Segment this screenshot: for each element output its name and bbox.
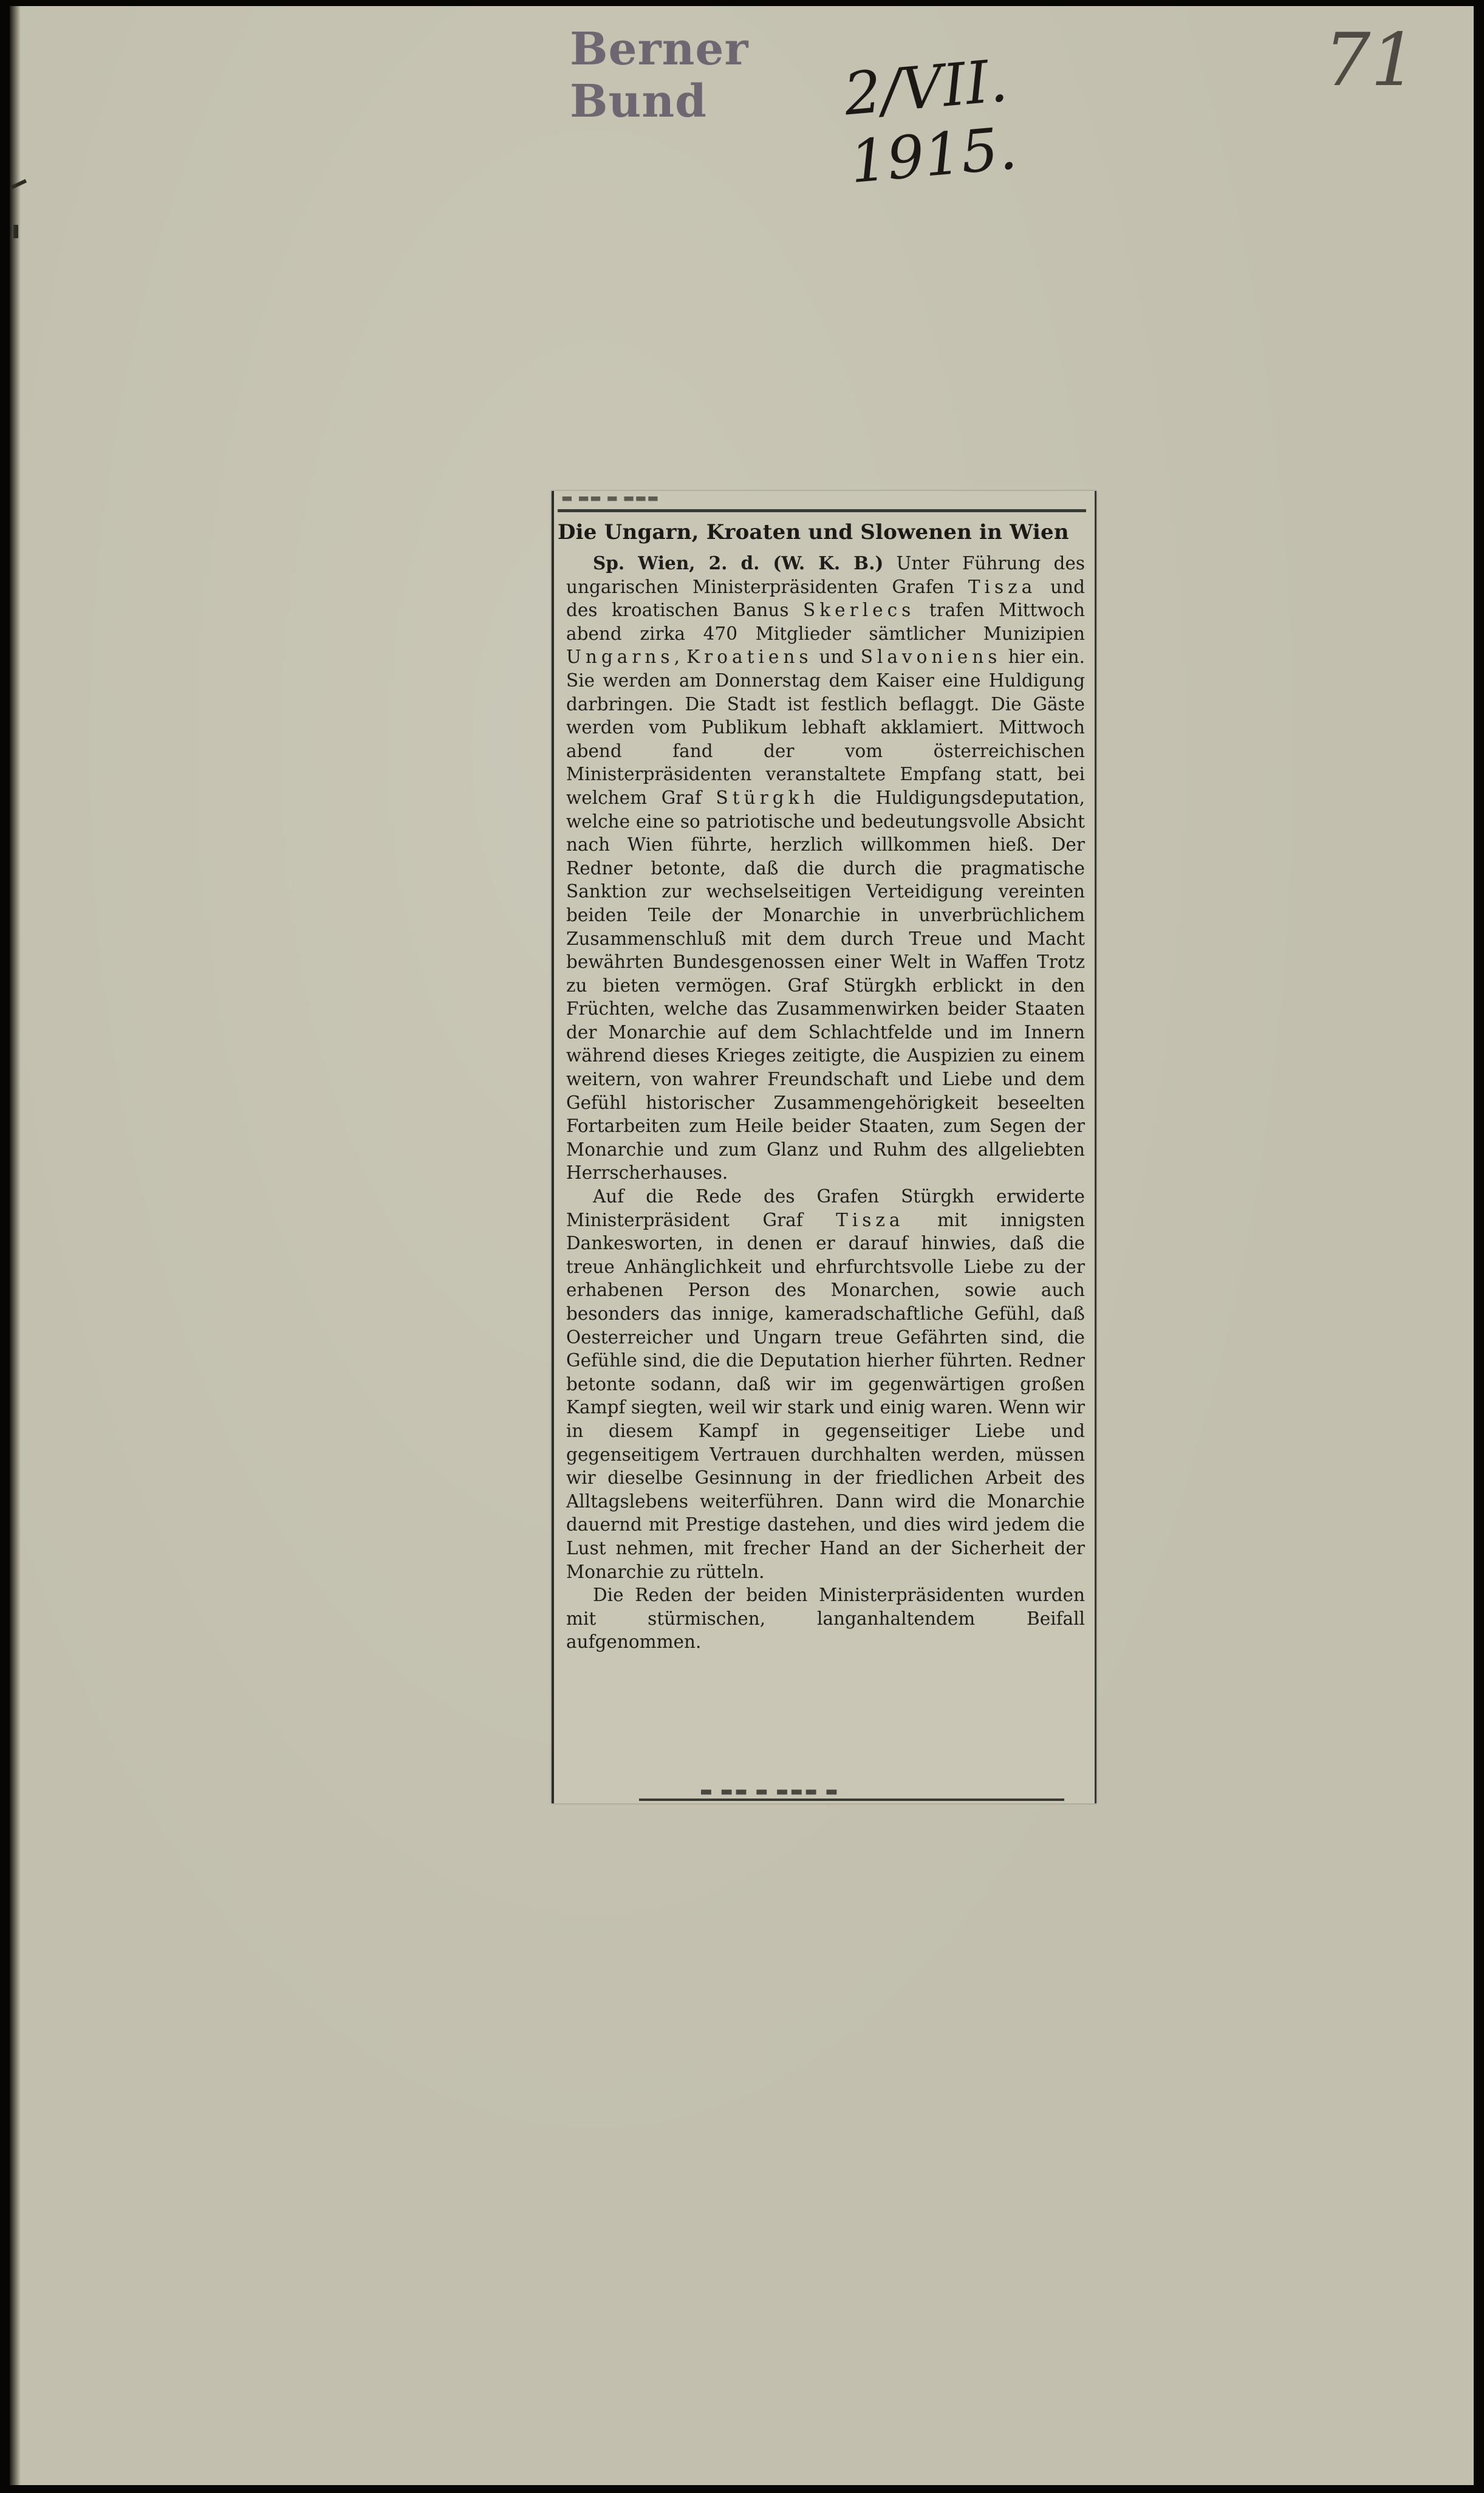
text-run: Unter Führung des ungarischen Ministerpräsidenten Grafen (566, 553, 1085, 597)
article-dateline: Sp. Wien, 2. d. (W. K. B.) (593, 552, 884, 574)
paper-nick-mark (13, 225, 18, 238)
spaced-name: Tisza (836, 1209, 904, 1230)
article-paragraph (566, 552, 1085, 1185)
spaced-name: Stürgkh (716, 787, 819, 808)
article-paragraph (566, 1185, 1085, 1583)
text-run: , (674, 646, 687, 668)
spaced-name: Skerlecs (803, 600, 915, 621)
clipping-bottom-cut-residue: ▬ ▬▬ ▬ ▬▬▬ ▬ (700, 1786, 840, 1797)
clipping-bottom-rule (639, 1799, 1064, 1801)
sheet-left-edge (10, 6, 21, 2485)
text-run: die Huldigungsdeputation, welche eine so patriotische und bedeutungsvolle Absicht nach Wien führte, herzlich willkommen hieß. Der Redner betonte, daß die durch die pragmatische Sanktion zur wechselseitigen Verteidigung vereinten beiden Teile der Monarchie in unverbrüchlichem Zusammenschluß mit dem durch Treue und Macht bewährten Bundesgenossen einer Welt in Waffen Trotz zu bieten vermögen. Graf Stürgkh erblickt in den Früchten, welche das Zusammenwirken beider Staaten der Monarchie auf dem Schlachtfelde und im Innern während dieses Krieges zeitigte, die Auspizien zu einem weitern, von wahrer Freundschaft und Liebe und dem Gefühl historischer Zusammengehörigkeit beseelten Fortarbeiten zum Heile beider Staaten, zum Segen der Monarchie und zum Glanz und Ruhm des allgeliebten Herrscherhauses. (566, 787, 1085, 1184)
text-run: hier ein. Sie werden am Donnerstag dem Kaiser eine Huldigung darbringen. Die Stadt ist festlich beflaggt. Die Gäste werden vom Publikum lebhaft akklamiert. Mittwoch abend fand der vom österreichischen Ministerpräsidenten veranstaltete Empfang statt, bei welchem Graf (566, 646, 1085, 808)
paragraph-text (566, 1186, 1085, 1582)
article-paragraph (566, 1583, 1085, 1654)
handwritten-page-number: 71 (1324, 18, 1417, 103)
handwritten-date: 2/VII. 1915. (841, 46, 1020, 197)
spaced-name: Kroatiens (686, 646, 813, 668)
clipping-top-cut-residue: ▬ ▬▬ ▬ ▬▬▬ (561, 491, 660, 504)
text-run: und des kroatischen Banus (566, 576, 1085, 621)
text-run: Auf die Rede des Grafen Stürgkh erwiderte Ministerpräsident Graf (566, 1186, 1085, 1230)
spaced-name: Slavoniens (860, 646, 1002, 668)
headline-rule (558, 509, 1086, 512)
article-body (566, 552, 1085, 1779)
paragraph-text (566, 1585, 1085, 1652)
text-run: und (812, 646, 861, 668)
newspaper-source-stamp: Berner Bund (570, 23, 749, 128)
spaced-name: Ungarns (566, 646, 674, 668)
newspaper-clipping (552, 491, 1096, 1803)
text-run: mit innigsten Dankesworten, in denen er darauf hinwies, daß die treue Anhänglichkeit und ehrfurchtsvolle Liebe zu der erhabenen Person des Monarchen, sowie auch besonders das innige, kameradschaftliche Gefühl, daß Oesterreicher und Ungarn treue Gefährten sind, die Gefühle sind, die die Deputation hierher führten. Redner betonte sodann, daß wir im gegenwärtigen großen Kampf siegten, weil wir stark und einig waren. Wenn wir in diesem Kampf in gegenseitiger Liebe und gegenseitigem Vertrauen durchhalten werden, müssen wir dieselbe Gesinnung in der friedlichen Arbeit des Alltagslebens weiterführen. Dann wird die Monarchie dauernd mit Prestige dastehen, und dies wird jedem die Lust nehmen, mit frecher Hand an der Sicherheit der Monarchie zu rütteln. (566, 1209, 1085, 1582)
text-run: trafen Mittwoch abend zirka 470 Mitglieder sämtlicher Munizipien (566, 600, 1086, 644)
paragraph-text (566, 553, 1085, 1183)
article-headline: Die Ungarn, Kroaten und Slowenen in Wien (558, 520, 1069, 544)
spaced-name: Tisza (968, 576, 1037, 597)
text-run: Die Reden der beiden Ministerpräsidenten wurden mit stürmischen, langanhaltendem Beifall aufgenommen. (566, 1585, 1085, 1653)
